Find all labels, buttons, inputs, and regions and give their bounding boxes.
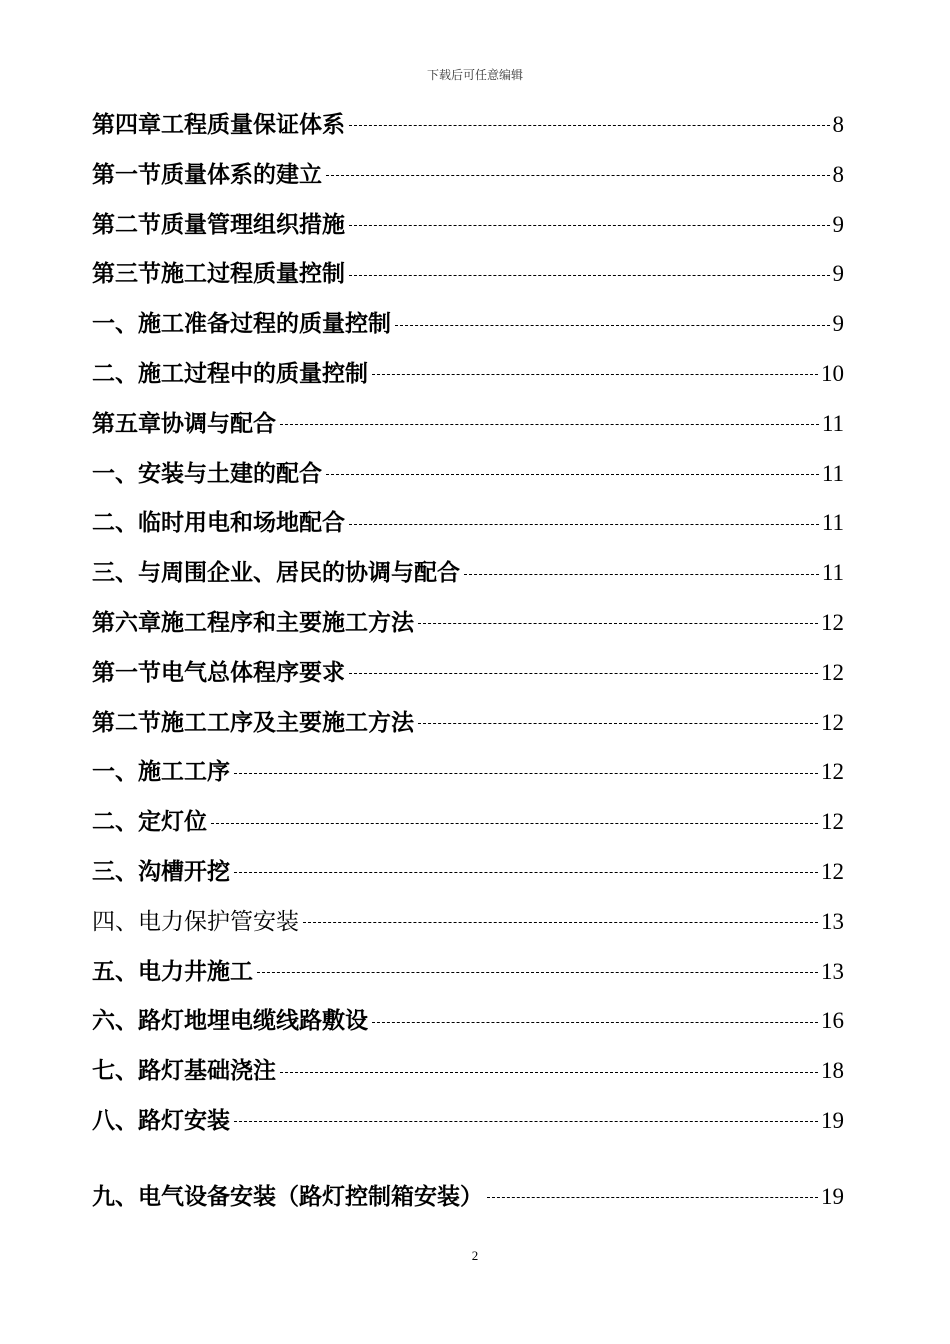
toc-entry-title: 二、定灯位 bbox=[92, 808, 207, 836]
toc-entry-page: 12 bbox=[821, 609, 844, 635]
toc-leader bbox=[418, 723, 818, 724]
toc-entry-title: 第六章施工程序和主要施工方法 bbox=[92, 608, 414, 636]
toc-entry-title: 七、路灯基础浇注 bbox=[92, 1057, 276, 1085]
toc-entry-title: 第五章协调与配合 bbox=[92, 409, 276, 437]
toc-entry[interactable] bbox=[92, 150, 844, 200]
toc-leader bbox=[349, 275, 830, 276]
toc-entry[interactable] bbox=[92, 797, 844, 847]
toc-entry[interactable] bbox=[92, 1046, 844, 1096]
toc-entry-title: 三、与周围企业、居民的协调与配合 bbox=[92, 559, 460, 587]
toc-leader bbox=[418, 623, 818, 624]
toc-leader bbox=[349, 125, 830, 126]
toc-entry[interactable] bbox=[92, 498, 844, 548]
toc-leader bbox=[280, 424, 819, 425]
toc-entry-page: 16 bbox=[821, 1008, 844, 1034]
toc-leader bbox=[280, 1072, 818, 1073]
toc-entry-page: 12 bbox=[821, 858, 844, 884]
toc-entry[interactable] bbox=[92, 249, 844, 299]
toc-entry-page: 11 bbox=[821, 460, 844, 486]
toc-entry[interactable] bbox=[92, 648, 844, 698]
toc-entry-page: 9 bbox=[832, 261, 844, 287]
toc-entry[interactable] bbox=[92, 598, 844, 648]
toc-entry-page: 12 bbox=[821, 759, 844, 785]
header-note: 下载后可任意编辑 bbox=[426, 68, 523, 82]
toc-entry-title: 五、电力井施工 bbox=[92, 957, 253, 985]
toc-entry[interactable] bbox=[92, 947, 844, 997]
toc-entry[interactable] bbox=[92, 897, 844, 947]
toc-entry-page: 13 bbox=[821, 958, 844, 984]
toc-entry-title: 四、电力保护管安装 bbox=[92, 908, 299, 935]
toc-entry[interactable] bbox=[92, 449, 844, 499]
toc-entry-page: 11 bbox=[821, 410, 844, 436]
toc-entry[interactable] bbox=[92, 399, 844, 449]
toc-entry-page: 10 bbox=[821, 360, 844, 386]
toc-leader bbox=[234, 1121, 818, 1122]
toc-entry-page: 8 bbox=[832, 112, 844, 137]
toc-leader bbox=[372, 374, 818, 375]
toc-entry-title: 一、施工工序 bbox=[92, 758, 230, 786]
toc-leader bbox=[303, 922, 818, 923]
toc-entry-title: 第二节质量管理组织措施 bbox=[92, 210, 345, 238]
toc-entry-page: 11 bbox=[821, 510, 844, 536]
toc-entry-title: 二、临时用电和场地配合 bbox=[92, 509, 345, 537]
toc-entry-page: 12 bbox=[821, 809, 844, 835]
toc-entry[interactable] bbox=[92, 349, 844, 399]
toc-entry[interactable] bbox=[92, 996, 844, 1046]
toc-entry-title: 三、沟槽开挖 bbox=[92, 857, 230, 885]
toc-entry-title: 六、路灯地埋电缆线路敷设 bbox=[92, 1007, 368, 1035]
toc-entry-title: 八、路灯安装 bbox=[92, 1106, 230, 1134]
toc-leader bbox=[211, 823, 818, 824]
toc-leader bbox=[349, 225, 830, 226]
toc-entry-title: 二、施工过程中的质量控制 bbox=[92, 359, 368, 387]
toc-entry-page: 18 bbox=[821, 1058, 844, 1084]
page-number: 2 bbox=[471, 1248, 479, 1263]
toc-entry[interactable] bbox=[92, 698, 844, 748]
toc-leader bbox=[234, 872, 818, 873]
toc-leader bbox=[395, 325, 830, 326]
toc-entry-page: 8 bbox=[832, 161, 844, 187]
toc-entry-page: 13 bbox=[821, 908, 844, 934]
toc-entry-title: 第一节电气总体程序要求 bbox=[92, 658, 345, 686]
toc-entry-title: 一、安装与土建的配合 bbox=[92, 459, 322, 487]
toc-entry-title: 一、施工准备过程的质量控制 bbox=[92, 310, 391, 338]
toc-entry-page: 11 bbox=[821, 560, 844, 586]
toc-entry[interactable] bbox=[92, 1172, 844, 1222]
toc-entry-page: 12 bbox=[821, 709, 844, 735]
toc-entry[interactable] bbox=[92, 1096, 844, 1146]
toc-entry[interactable] bbox=[92, 847, 844, 897]
toc-entry-page: 12 bbox=[821, 659, 844, 685]
toc-entry-title: 九、电气设备安装（路灯控制箱安装） bbox=[92, 1182, 483, 1210]
toc-entry[interactable] bbox=[92, 747, 844, 797]
toc-entry-title: 第三节施工过程质量控制 bbox=[92, 260, 345, 288]
toc-entry[interactable] bbox=[92, 200, 844, 250]
toc-entry[interactable] bbox=[92, 100, 844, 150]
toc-entry-page: 9 bbox=[832, 211, 844, 237]
toc-leader bbox=[464, 574, 819, 575]
toc-entry-title: 第一节质量体系的建立 bbox=[92, 160, 322, 188]
toc-leader bbox=[326, 175, 830, 176]
toc-leader bbox=[349, 524, 819, 525]
toc-entry-title: 第四章工程质量保证体系 bbox=[92, 111, 345, 138]
toc-entry-page: 9 bbox=[832, 311, 844, 337]
toc-entry-title: 第二节施工工序及主要施工方法 bbox=[92, 708, 414, 736]
toc-entry-page: 19 bbox=[821, 1107, 844, 1133]
toc-entry[interactable] bbox=[92, 299, 844, 349]
toc-leader bbox=[326, 474, 819, 475]
toc-leader bbox=[372, 1022, 818, 1023]
toc-leader bbox=[234, 773, 818, 774]
toc-entry-page: 19 bbox=[821, 1183, 844, 1209]
toc-entry[interactable] bbox=[92, 548, 844, 598]
toc-leader bbox=[487, 1197, 818, 1198]
toc-leader bbox=[257, 972, 818, 973]
table-of-contents bbox=[92, 100, 844, 1222]
toc-leader bbox=[349, 673, 818, 674]
